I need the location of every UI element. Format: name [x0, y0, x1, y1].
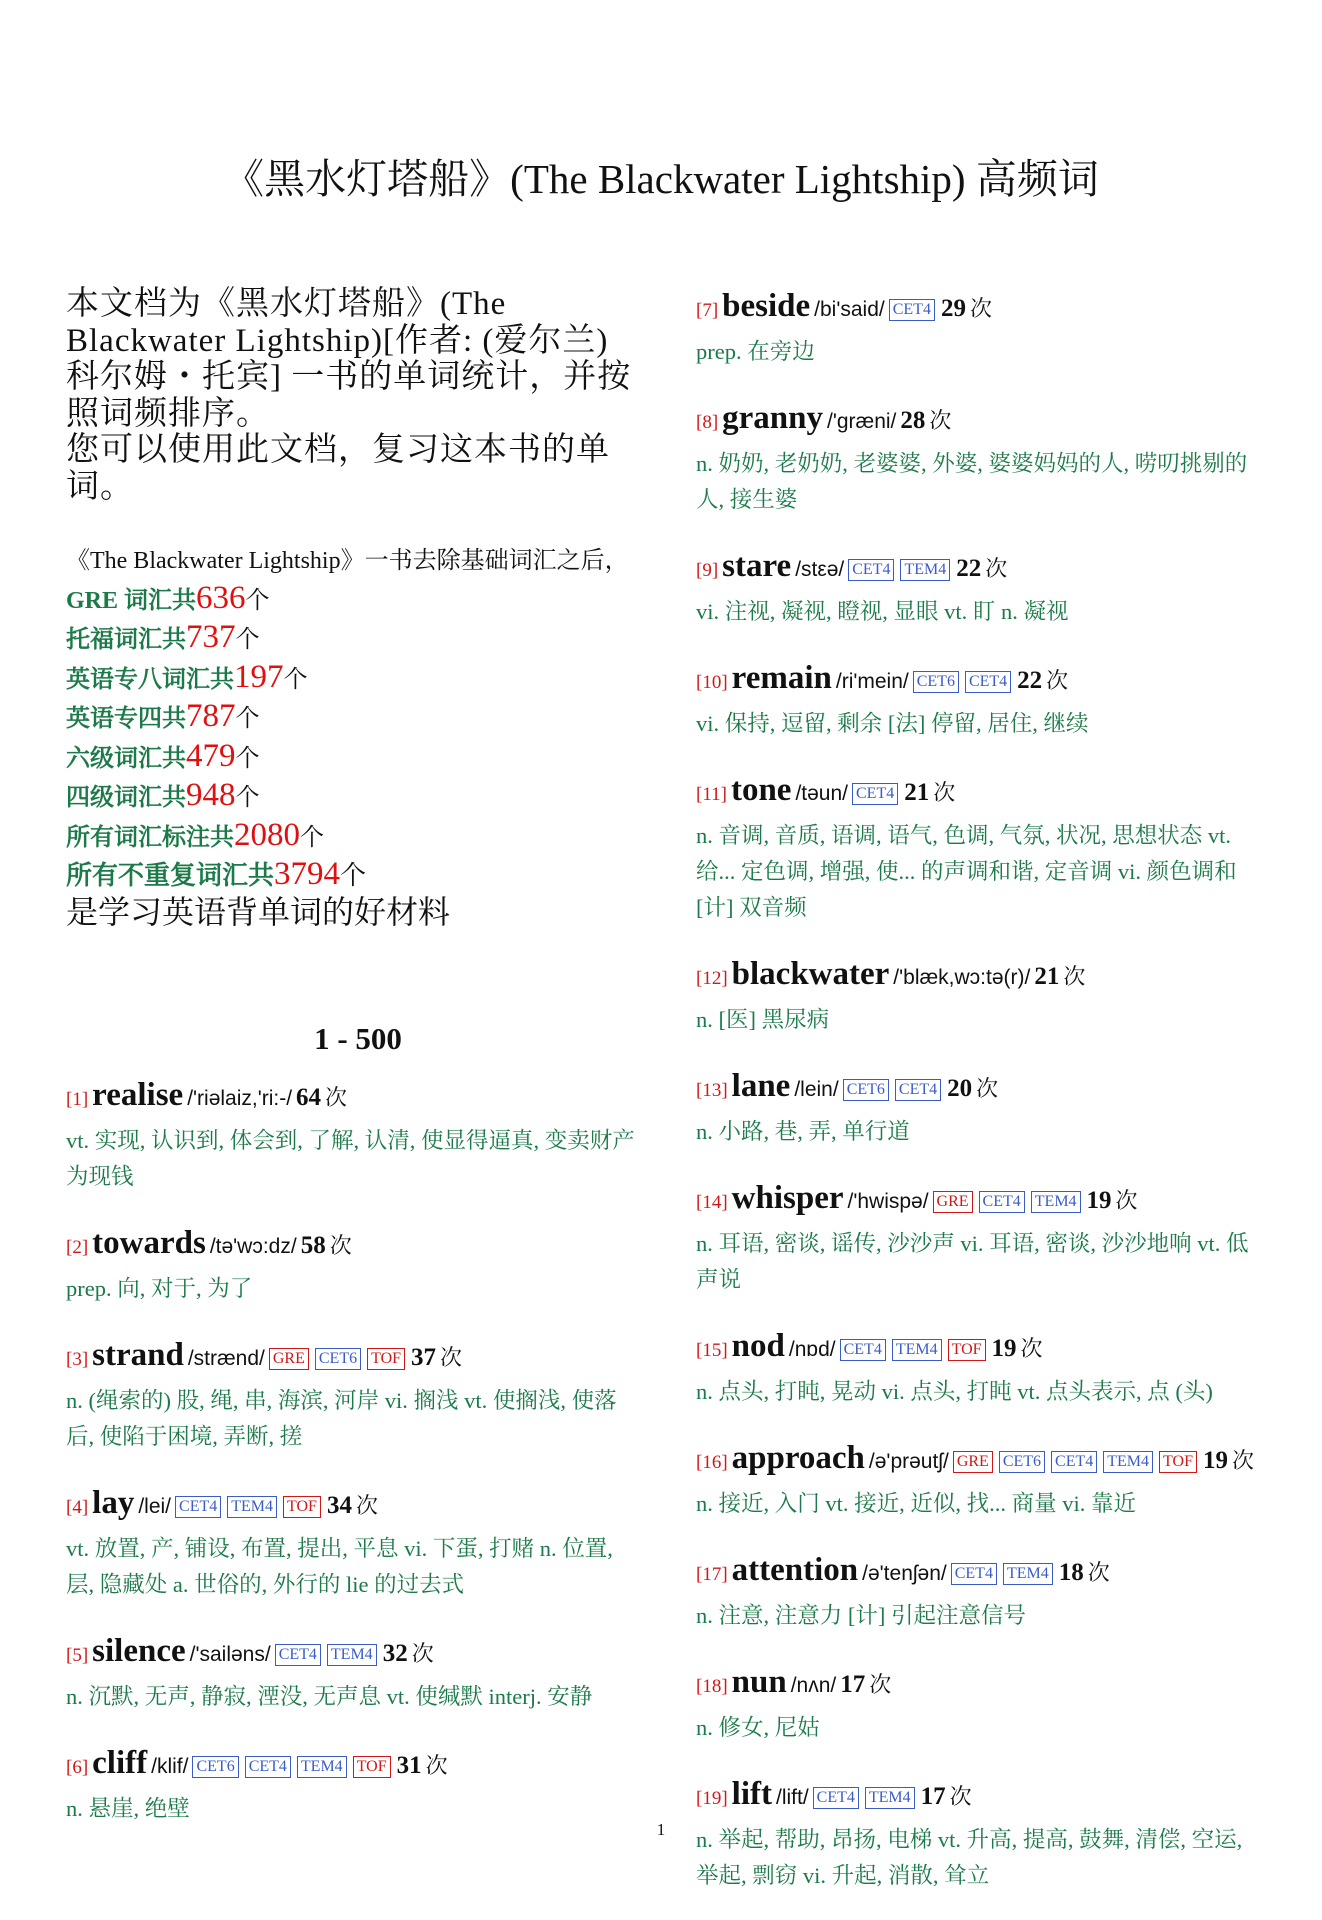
definition: n. 修女, 尼姑 [696, 1715, 820, 1740]
headword: realise [92, 1076, 184, 1113]
frequency-count: 37 [411, 1343, 437, 1371]
phonetic: /tə'wɔ:dz/ [209, 1234, 297, 1258]
entry-index: [16] [696, 1452, 728, 1473]
phonetic: /təun/ [795, 782, 848, 805]
entry-header [696, 656, 1270, 706]
entry-header [696, 1436, 1270, 1486]
phonetic: /lift/ [775, 1786, 809, 1809]
entry-index: [11] [696, 784, 727, 805]
exam-tag-tem4: TEM4 [892, 1339, 942, 1361]
count-suffix: 次 [949, 1784, 972, 1809]
stat-value: 3794 [274, 856, 341, 892]
stat-label: 四级词汇共 [66, 785, 186, 811]
word-entry [696, 952, 1270, 1038]
stat-label: 英语专四共 [66, 706, 186, 732]
count-suffix: 次 [1115, 1188, 1138, 1213]
word-entry [696, 1324, 1270, 1410]
definition: n. 注意, 注意力 [计] 引起注意信号 [696, 1603, 1026, 1628]
definition: n. 悬崖, 绝壁 [66, 1795, 190, 1821]
intro-paragraph: 本文档为《黑水灯塔船》(The Blackwater Lightship)[作者: (爱尔兰) 科尔姆・托宾] 一书的单词统计，并按照词频排序。 [66, 286, 632, 432]
count-suffix: 次 [1087, 1560, 1110, 1585]
frequency-count: 58 [300, 1231, 326, 1259]
stat-line [66, 856, 640, 895]
frequency-count: 22 [1017, 667, 1043, 694]
stat-line [66, 698, 640, 738]
stat-unit: 个 [235, 745, 260, 772]
frequency-count: 21 [1034, 963, 1060, 990]
entry-header [696, 952, 1270, 1002]
exam-tag-tof: TOF [353, 1756, 391, 1778]
entry-header [696, 1660, 1270, 1710]
headword: beside [722, 288, 811, 324]
word-entry [696, 1548, 1270, 1634]
entry-index: [13] [696, 1080, 728, 1101]
phonetic: /nʌn/ [790, 1674, 837, 1697]
stat-unit: 个 [235, 627, 260, 653]
headword: stare [722, 548, 792, 584]
exam-tag-cet4: CET4 [1051, 1451, 1097, 1473]
entry-header [66, 1221, 640, 1271]
stat-value: 948 [186, 777, 236, 813]
phonetic: /stεə/ [795, 558, 845, 581]
exam-tag-gre: GRE [933, 1191, 973, 1213]
intro-paragraph: 您可以使用此文档，复习这本书的单词。 [66, 432, 610, 505]
count-suffix: 次 [355, 1492, 378, 1518]
phonetic: /'sailəns/ [189, 1642, 271, 1666]
definition: n. 沉默, 无声, 静寂, 湮没, 无声息 vt. 使缄默 interj. 安静 [66, 1683, 593, 1709]
headword: lift [731, 1776, 772, 1812]
exam-tag-tof: TOF [1159, 1451, 1197, 1473]
stat-line [66, 817, 640, 857]
phonetic: /ri'mein/ [835, 670, 909, 693]
document-title: 《黑水灯塔船》(The Blackwater Lightship) 高频词 [223, 156, 1099, 202]
entry-index: [7] [696, 300, 719, 321]
count-suffix: 次 [1231, 1448, 1254, 1473]
headword: approach [731, 1440, 865, 1476]
range-heading: 1 - 500 [314, 1020, 402, 1056]
frequency-count: 17 [920, 1783, 946, 1810]
word-entry [66, 1333, 640, 1455]
stats-lead: 《The Blackwater Lightship》一书去除基础词汇之后， [66, 548, 629, 574]
stat-value: 197 [234, 658, 284, 695]
definition: prep. 在旁边 [696, 339, 815, 364]
entry-header [696, 284, 1270, 334]
headword: tone [730, 772, 792, 808]
entry-header [66, 1741, 640, 1791]
stat-value: 2080 [234, 816, 300, 853]
definition: n. (绳索的) 股, 绳, 串, 海滨, 河岸 vi. 搁浅 vt. 使搁浅, 使落后, 使陷于困境, 弄断, 搓 [66, 1387, 617, 1449]
stat-unit: 个 [283, 666, 308, 693]
definition: n. 举起, 帮助, 昂扬, 电梯 vt. 升高, 提高, 鼓舞, 清偿, 空运, 举起, 剽窃 vi. 升起, 消散, 耸立 [696, 1827, 1243, 1888]
headword: nun [731, 1664, 787, 1700]
stat-value: 479 [186, 737, 236, 774]
stat-value: 737 [186, 619, 236, 655]
entry-index: [1] [66, 1088, 89, 1110]
entry-index: [17] [696, 1564, 728, 1585]
page-number: 1 [656, 1820, 666, 1839]
word-entry [696, 1436, 1270, 1522]
exam-tag-tof: TOF [948, 1339, 986, 1361]
frequency-count: 17 [840, 1671, 866, 1698]
stat-value: 636 [196, 579, 246, 616]
phonetic: /'hwispə/ [847, 1190, 929, 1213]
headword: lane [731, 1068, 791, 1104]
exam-tag-cet4: CET4 [979, 1191, 1025, 1213]
frequency-count: 19 [1202, 1447, 1228, 1474]
frequency-count: 19 [991, 1335, 1017, 1362]
entry-header [696, 1324, 1270, 1374]
headword: whisper [731, 1180, 844, 1216]
definition: vt. 放置, 产, 铺设, 布置, 提出, 平息 vi. 下蛋, 打赌 n. 位置, 层, 隐藏处 a. 世俗的, 外行的 lie 的过去式 [66, 1535, 613, 1597]
count-suffix: 次 [411, 1640, 434, 1666]
stat-unit: 个 [235, 706, 260, 732]
word-entry [66, 1629, 640, 1715]
definition: vi. 保持, 逗留, 剩余 [法] 停留, 居住, 继续 [696, 711, 1089, 736]
count-suffix: 次 [1020, 1336, 1043, 1361]
entry-header [66, 1629, 640, 1679]
count-suffix: 次 [933, 780, 956, 805]
exam-tag-tem4: TEM4 [1003, 1563, 1053, 1585]
left-column [66, 286, 640, 1853]
vocabulary-stats [66, 543, 640, 929]
exam-tag-cet4: CET4 [965, 671, 1011, 693]
phonetic: /ə'tenʃən/ [862, 1562, 947, 1585]
definition: n. 音调, 音质, 语调, 语气, 色调, 气氛, 状况, 思想状态 vt. 给... 定色调, 增强, 使... 的声调和谐, 定音调 vi. 颜色调和 [计] 双音频 [696, 823, 1237, 920]
exam-tag-tof: TOF [283, 1496, 321, 1518]
exam-tag-cet4: CET4 [245, 1756, 291, 1778]
headword: blackwater [731, 956, 890, 992]
exam-tag-tem4: TEM4 [900, 559, 950, 581]
phonetic: /nɒd/ [788, 1338, 836, 1361]
definition: vt. 实现, 认识到, 体会到, 了解, 认清, 使显得逼真, 变卖财产为现钱 [66, 1127, 635, 1189]
stat-line [66, 777, 640, 817]
definition: n. 耳语, 密谈, 谣传, 沙沙声 vi. 耳语, 密谈, 沙沙地响 vt. 低声说 [696, 1231, 1249, 1292]
word-entry [66, 1481, 640, 1603]
entry-index: [8] [696, 412, 719, 433]
exam-tag-gre: GRE [269, 1348, 309, 1370]
entry-index: [19] [696, 1788, 728, 1809]
word-entry [696, 284, 1270, 370]
exam-tag-gre: GRE [953, 1451, 993, 1473]
phonetic: /'græni/ [827, 410, 897, 433]
phonetic: /klif/ [151, 1754, 189, 1778]
frequency-count: 19 [1086, 1187, 1112, 1214]
entry-header [696, 768, 1270, 818]
frequency-count: 29 [940, 295, 966, 322]
headword: nod [731, 1328, 785, 1364]
headword: granny [722, 400, 824, 436]
count-suffix: 次 [976, 1076, 999, 1101]
exam-tag-cet6: CET6 [999, 1451, 1045, 1473]
count-suffix: 次 [329, 1232, 352, 1258]
exam-tag-tem4: TEM4 [1103, 1451, 1153, 1473]
exam-tag-cet4: CET4 [951, 1563, 997, 1585]
stat-value: 787 [186, 698, 236, 734]
phonetic: /ə'prəutʃ/ [868, 1450, 949, 1473]
frequency-count: 32 [382, 1639, 408, 1667]
exam-tag-cet4: CET4 [852, 783, 898, 805]
entry-index: [6] [66, 1756, 89, 1778]
frequency-count: 31 [396, 1751, 422, 1779]
frequency-count: 18 [1058, 1559, 1084, 1586]
word-entry [696, 1064, 1270, 1150]
frequency-count: 21 [904, 779, 930, 806]
stat-unit: 个 [245, 587, 270, 614]
entry-header [66, 1333, 640, 1383]
phonetic: /bi'said/ [814, 298, 885, 321]
word-entry [696, 1660, 1270, 1746]
entry-index: [2] [66, 1236, 89, 1258]
entry-index: [9] [696, 560, 719, 581]
phonetic: /'riəlaiz,'ri:-/ [187, 1086, 293, 1110]
exam-tag-cet6: CET6 [843, 1079, 889, 1101]
count-suffix: 次 [325, 1084, 348, 1110]
phonetic: /'blæk,wɔ:tə(r)/ [893, 966, 1031, 989]
frequency-count: 64 [296, 1083, 322, 1111]
definition: n. 接近, 入门 vt. 接近, 近似, 找... 商量 vi. 靠近 [696, 1491, 1137, 1516]
exam-tag-tem4: TEM4 [327, 1644, 377, 1666]
entry-header [66, 1481, 640, 1531]
stat-unit: 个 [300, 824, 324, 851]
headword: towards [92, 1224, 206, 1261]
word-entry [696, 768, 1270, 926]
exam-tag-cet6: CET6 [315, 1348, 361, 1370]
entry-index: [4] [66, 1496, 89, 1518]
entry-index: [14] [696, 1192, 728, 1213]
entry-index: [18] [696, 1676, 728, 1697]
stat-unit: 个 [340, 861, 367, 890]
headword: remain [731, 660, 832, 696]
phonetic: /lein/ [794, 1078, 839, 1101]
count-suffix: 次 [985, 556, 1008, 581]
exam-tag-cet4: CET4 [889, 299, 935, 321]
count-suffix: 次 [929, 408, 952, 433]
entry-header [696, 1548, 1270, 1598]
exam-tag-cet4: CET4 [813, 1787, 859, 1809]
exam-tag-cet6: CET6 [192, 1756, 238, 1778]
word-entry [696, 1176, 1270, 1298]
exam-tag-cet4: CET4 [895, 1079, 941, 1101]
stat-unit: 个 [235, 785, 260, 811]
frequency-count: 34 [326, 1491, 352, 1519]
exam-tag-cet4: CET4 [175, 1496, 221, 1518]
count-suffix: 次 [1046, 668, 1069, 693]
exam-tag-tem4: TEM4 [865, 1787, 915, 1809]
headword: lay [92, 1484, 135, 1521]
exam-tag-tem4: TEM4 [227, 1496, 277, 1518]
headword: attention [731, 1552, 859, 1588]
stat-line [66, 738, 640, 778]
count-suffix: 次 [869, 1672, 892, 1697]
stats-closing: 是学习英语背单词的好材料 [66, 893, 451, 930]
stat-label: 英语专八词汇共 [66, 666, 234, 693]
intro-text [66, 286, 640, 505]
entry-index: [3] [66, 1348, 89, 1370]
definition: n. 小路, 巷, 弄, 单行道 [696, 1119, 910, 1144]
headword: strand [92, 1336, 184, 1373]
stat-label: 所有不重复词汇共 [66, 861, 275, 890]
definition: prep. 向, 对于, 为了 [66, 1275, 253, 1301]
entry-header [696, 1772, 1270, 1822]
count-suffix: 次 [425, 1752, 448, 1778]
stat-line [66, 580, 640, 620]
definition: n. 奶奶, 老奶奶, 老婆婆, 外婆, 婆婆妈妈的人, 唠叨挑剔的人, 接生婆 [696, 451, 1248, 512]
entry-index: [12] [696, 968, 728, 989]
entry-index: [15] [696, 1340, 728, 1361]
exam-tag-tof: TOF [367, 1348, 405, 1370]
exam-tag-cet4: CET4 [848, 559, 894, 581]
count-suffix: 次 [1063, 964, 1086, 989]
headword: cliff [92, 1744, 148, 1781]
definition: n. [医] 黑尿病 [696, 1007, 830, 1032]
word-entry [696, 396, 1270, 518]
definition: vi. 注视, 凝视, 瞪视, 显眼 vt. 盯 n. 凝视 [696, 599, 1069, 624]
frequency-count: 28 [900, 407, 926, 434]
frequency-count: 22 [956, 555, 982, 582]
stat-line [66, 619, 640, 659]
word-entry [66, 1741, 640, 1827]
exam-tag-cet4: CET4 [275, 1644, 321, 1666]
exam-tag-tem4: TEM4 [1031, 1191, 1081, 1213]
exam-tag-cet4: CET4 [840, 1339, 886, 1361]
stat-label: 托福词汇共 [66, 627, 186, 653]
headword: silence [92, 1632, 186, 1669]
stat-label: GRE 词汇共 [66, 587, 197, 614]
definition: n. 点头, 打盹, 晃动 vi. 点头, 打盹 vt. 点头表示, 点 (头) [696, 1379, 1213, 1404]
entry-header [696, 1064, 1270, 1114]
entry-index: [5] [66, 1644, 89, 1666]
right-column [696, 284, 1270, 1920]
exam-tag-tem4: TEM4 [297, 1756, 347, 1778]
entry-header [696, 544, 1270, 594]
phonetic: /strænd/ [187, 1346, 265, 1370]
entry-index: [10] [696, 672, 728, 693]
word-entry [696, 656, 1270, 742]
count-suffix: 次 [440, 1344, 463, 1370]
count-suffix: 次 [969, 296, 992, 321]
phonetic: /lei/ [138, 1494, 172, 1518]
entry-header [696, 1176, 1270, 1226]
word-entry [696, 544, 1270, 630]
stat-label: 所有词汇标注共 [66, 824, 234, 851]
exam-tag-cet6: CET6 [913, 671, 959, 693]
entry-header [696, 396, 1270, 446]
stat-label: 六级词汇共 [66, 745, 186, 772]
word-entry [66, 1221, 640, 1307]
word-entry [66, 1073, 640, 1195]
frequency-count: 20 [947, 1075, 973, 1102]
entry-header [66, 1073, 640, 1123]
stat-line [66, 659, 640, 699]
